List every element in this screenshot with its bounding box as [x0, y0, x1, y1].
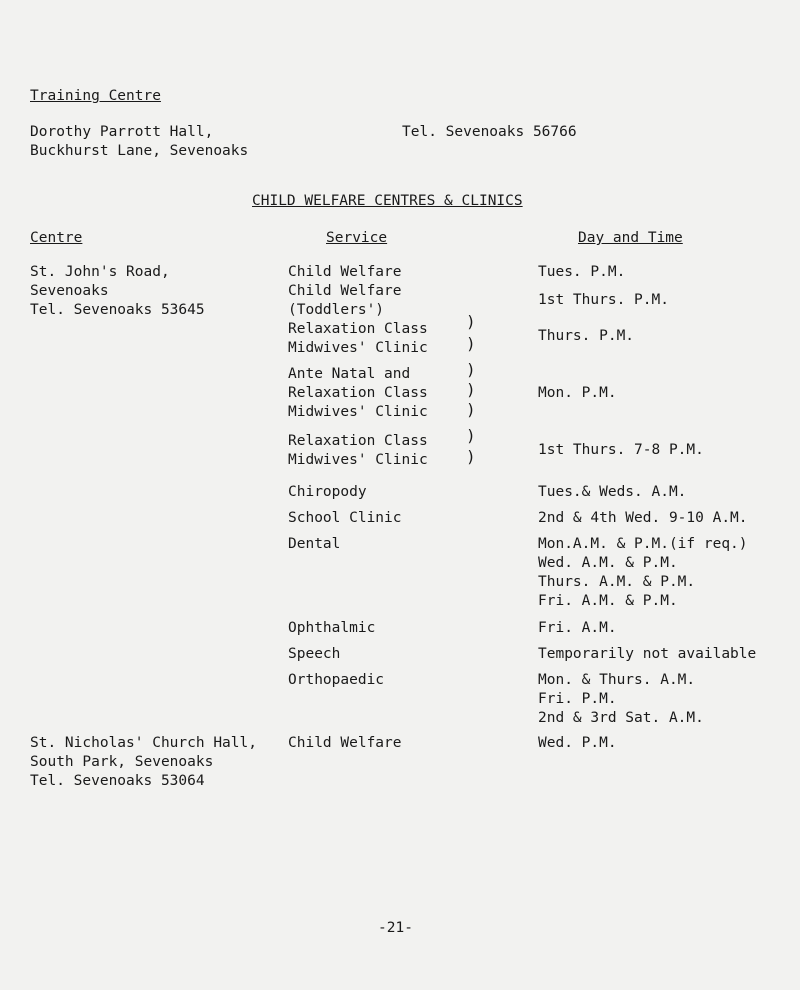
centre-1-line-1: St. John's Road, [30, 264, 170, 280]
time-toddlers: 1st Thurs. P.M. [538, 292, 669, 308]
centre-2-service: Child Welfare [288, 735, 402, 751]
service-group-2-line-1: Ante Natal and [288, 366, 411, 382]
column-header-day-time: Day and Time [578, 230, 683, 246]
centre-2-line-1: St. Nicholas' Church Hall, [30, 735, 257, 751]
time-chiropody: Tues.& Weds. A.M. [538, 484, 687, 500]
service-group-1-line-1: Relaxation Class [288, 321, 428, 337]
service-speech: Speech [288, 646, 341, 662]
time-group-3: 1st Thurs. 7-8 P.M. [538, 442, 704, 458]
time-dental-4: Fri. A.M. & P.M. [538, 593, 678, 609]
time-dental-2: Wed. A.M. & P.M. [538, 555, 678, 571]
time-ophthalmic: Fri. A.M. [538, 620, 617, 636]
service-child-welfare: Child Welfare [288, 264, 402, 280]
time-dental-1: Mon.A.M. & P.M.(if req.) [538, 536, 748, 552]
training-centre-name: Dorothy Parrott Hall, [30, 124, 214, 140]
column-header-centre: Centre [30, 230, 83, 246]
centre-1-line-2: Sevenoaks [30, 283, 109, 299]
service-orthopaedic: Orthopaedic [288, 672, 385, 688]
centre-2-line-3: Tel. Sevenoaks 53064 [30, 773, 205, 789]
service-dental: Dental [288, 536, 341, 552]
time-orthopaedic-2: Fri. P.M. [538, 691, 617, 707]
time-child-welfare: Tues. P.M. [538, 264, 626, 280]
bracket: ) [466, 426, 476, 445]
bracket: ) [466, 360, 476, 379]
document-title: CHILD WELFARE CENTRES & CLINICS [252, 193, 523, 209]
bracket: ) [466, 400, 476, 419]
bracket: ) [466, 380, 476, 399]
bracket: ) [466, 312, 476, 331]
service-toddlers-note: (Toddlers') [288, 302, 385, 318]
service-group-2-line-2: Relaxation Class [288, 385, 428, 401]
service-group-3-line-1: Relaxation Class [288, 433, 428, 449]
time-school-clinic: 2nd & 4th Wed. 9-10 A.M. [538, 510, 748, 526]
bracket: ) [466, 334, 476, 353]
service-group-2-line-3: Midwives' Clinic [288, 404, 428, 420]
training-centre-street: Buckhurst Lane, Sevenoaks [30, 143, 249, 159]
service-chiropody: Chiropody [288, 484, 367, 500]
page-heading: Training Centre [30, 88, 161, 104]
time-orthopaedic-3: 2nd & 3rd Sat. A.M. [538, 710, 704, 726]
time-dental-3: Thurs. A.M. & P.M. [538, 574, 696, 590]
centre-2-time: Wed. P.M. [538, 735, 617, 751]
column-header-service: Service [326, 230, 388, 246]
page-number: -21- [378, 920, 413, 936]
time-group-2: Mon. P.M. [538, 385, 617, 401]
service-school-clinic: School Clinic [288, 510, 402, 526]
training-centre-tel: Tel. Sevenoaks 56766 [402, 124, 577, 140]
time-group-1: Thurs. P.M. [538, 328, 635, 344]
centre-1-line-3: Tel. Sevenoaks 53645 [30, 302, 205, 318]
time-speech: Temporarily not available [538, 646, 757, 662]
time-orthopaedic-1: Mon. & Thurs. A.M. [538, 672, 696, 688]
service-group-1-line-2: Midwives' Clinic [288, 340, 428, 356]
bracket: ) [466, 447, 476, 466]
service-group-3-line-2: Midwives' Clinic [288, 452, 428, 468]
service-child-welfare-toddlers: Child Welfare [288, 283, 402, 299]
centre-2-line-2: South Park, Sevenoaks [30, 754, 214, 770]
service-ophthalmic: Ophthalmic [288, 620, 376, 636]
